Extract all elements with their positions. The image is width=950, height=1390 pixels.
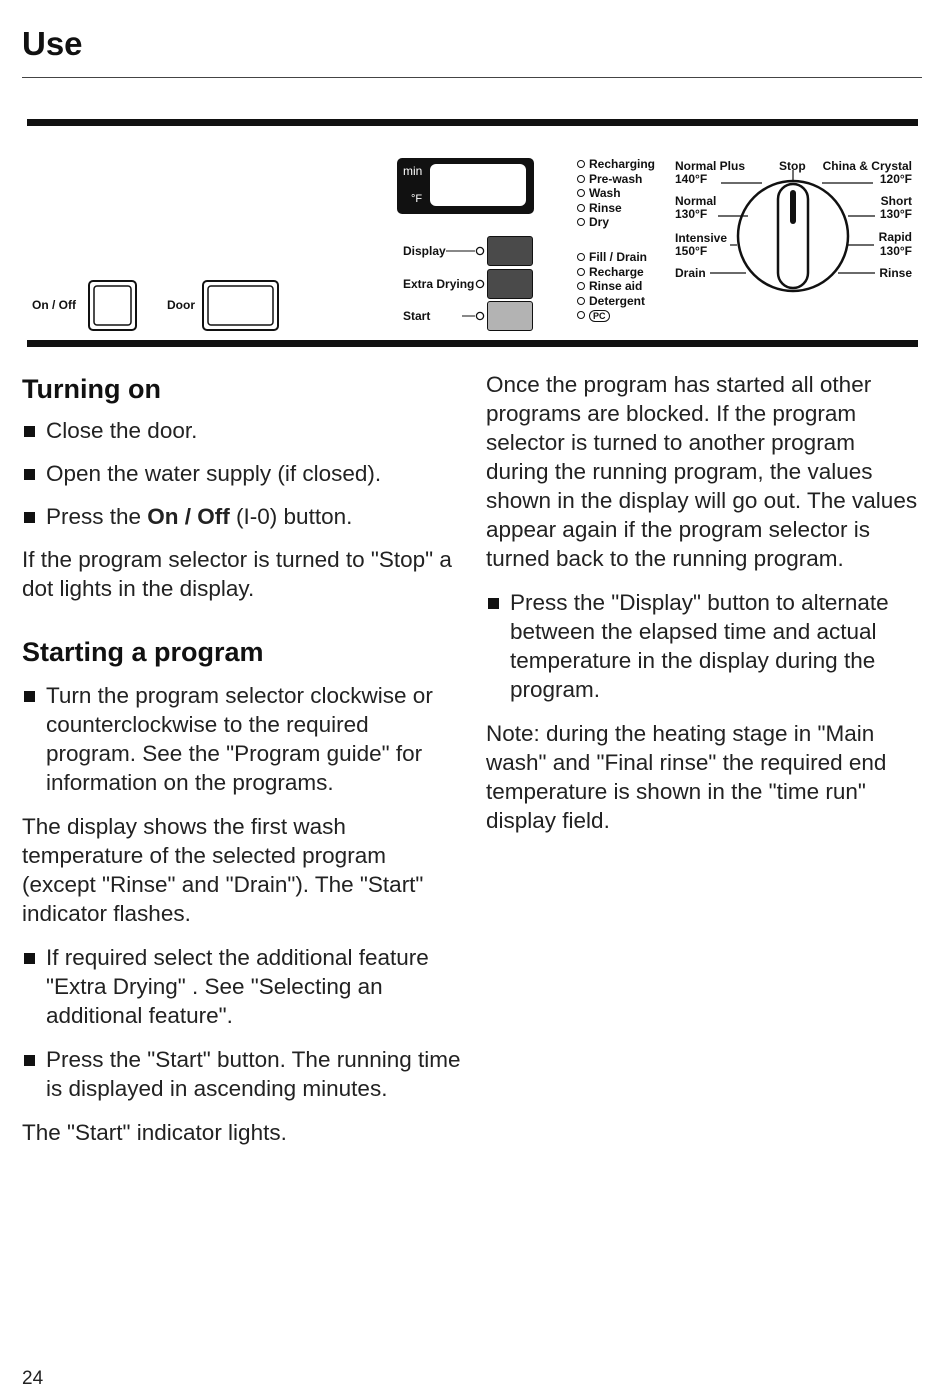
- paragraph: Once the program has started all other programs are blocked. If the program selector is turned to another program during the running program, the values shown in the display will go out. The values appear again if the program selector is turned back to the running program.: [486, 372, 918, 571]
- dial-label-program: Normal Plus: [675, 159, 746, 173]
- status-indicator: Rinse: [577, 201, 655, 216]
- paragraph: The display shows the first wash temperature of the selected program (except "Rinse" and "Drain"). The "Start" indicator flashes.: [22, 814, 424, 926]
- extra-drying-button-label: Extra Drying: [403, 277, 475, 291]
- heading-starting-program: Starting a program: [22, 637, 264, 667]
- on-off-label: On / Off: [32, 298, 76, 312]
- dial-label-program: Drain: [675, 266, 706, 280]
- status-indicator: Detergent: [577, 294, 647, 309]
- dial-label-program: Intensive: [675, 231, 728, 245]
- status-indicator: Pre-wash: [577, 172, 655, 187]
- bullet-square-icon: [24, 512, 35, 523]
- pc-icon: PC: [589, 310, 610, 322]
- bullet-item: Press the "Display" button to alternate between the elapsed time and actual temperature in the display during the program.: [486, 588, 922, 704]
- panel-bottom-bar: [27, 340, 918, 347]
- bullet-square-icon: [488, 598, 499, 609]
- bullet-item: Close the door.: [22, 416, 462, 445]
- dial-label-program: Rinse: [879, 266, 912, 280]
- status-indicator: Wash: [577, 186, 655, 201]
- on-off-button[interactable]: [88, 280, 138, 332]
- dial-label-program: Short: [880, 194, 912, 208]
- bullet-item: Press the On / Off (I-0) button.: [22, 502, 462, 531]
- dial-label-program: Rapid: [878, 230, 912, 244]
- heading-turning-on: Turning on: [22, 374, 161, 404]
- paragraph: Note: during the heating stage in "Main wash" and "Final rinse" the required end temperature is shown in the "time run" display field.: [486, 721, 887, 833]
- display-button-label: Display: [403, 244, 446, 258]
- page-title: Use: [22, 25, 83, 62]
- status-indicator: Dry: [577, 215, 655, 230]
- start-button[interactable]: [487, 301, 533, 331]
- paragraph: If the program selector is turned to "Stop" a dot lights in the display.: [22, 547, 452, 601]
- paragraph: The "Start" indicator lights.: [22, 1120, 287, 1145]
- status-indicator: Recharge: [577, 265, 647, 280]
- bullet-square-icon: [24, 953, 35, 964]
- display-button[interactable]: [487, 236, 533, 266]
- control-panel-illustration: [0, 110, 950, 360]
- left-column: [22, 370, 462, 1147]
- bullet-item: Turn the program selector clockwise or counterclockwise to the required program. See the "Program guide" for information on the programs.: [22, 681, 462, 797]
- door-button[interactable]: [202, 280, 280, 332]
- door-label: Door: [167, 298, 195, 312]
- page-number: 24: [22, 1368, 44, 1389]
- display-f-label: °F: [411, 193, 423, 205]
- dial-label-temp: 130°F: [675, 207, 708, 221]
- bullet-square-icon: [24, 426, 35, 437]
- on-off-emphasis: On / Off: [147, 504, 230, 529]
- digital-display: [397, 158, 534, 214]
- status-indicator: Recharging: [577, 157, 655, 172]
- start-button-label: Start: [403, 309, 431, 323]
- extra-drying-button[interactable]: [487, 269, 533, 299]
- status-indicator: Rinse aid: [577, 279, 647, 294]
- bullet-square-icon: [24, 1055, 35, 1066]
- page-header: [22, 22, 922, 66]
- dial-label-temp: 130°F: [879, 244, 912, 258]
- bullet-square-icon: [24, 691, 35, 702]
- panel-top-bar: [27, 119, 918, 126]
- status-indicators-upper: [577, 157, 655, 230]
- dial-label-stop: Stop: [779, 159, 806, 173]
- bullet-square-icon: [24, 469, 35, 480]
- dial-label-temp: 120°F: [879, 172, 912, 186]
- display-window: [430, 164, 526, 206]
- status-indicator: Fill / Drain: [577, 250, 647, 265]
- dial-label-program: China & Crystal: [822, 159, 912, 173]
- right-column: [486, 370, 922, 835]
- display-min-label: min: [403, 164, 423, 178]
- bullet-item: If required select the additional feature "Extra Drying" . See "Selecting an additional feature".: [22, 943, 462, 1030]
- status-indicators-lower: [577, 250, 647, 323]
- bullet-item: Open the water supply (if closed).: [22, 459, 462, 488]
- header-divider: [22, 77, 922, 78]
- dial-label-temp: 150°F: [675, 244, 708, 258]
- dial-label-temp: 140°F: [675, 172, 708, 186]
- status-indicator: [577, 308, 647, 323]
- dial-label-temp: 130°F: [879, 207, 912, 221]
- bullet-item: Press the "Start" button. The running time is displayed in ascending minutes.: [22, 1045, 462, 1103]
- dial-label-program: Normal: [675, 194, 717, 208]
